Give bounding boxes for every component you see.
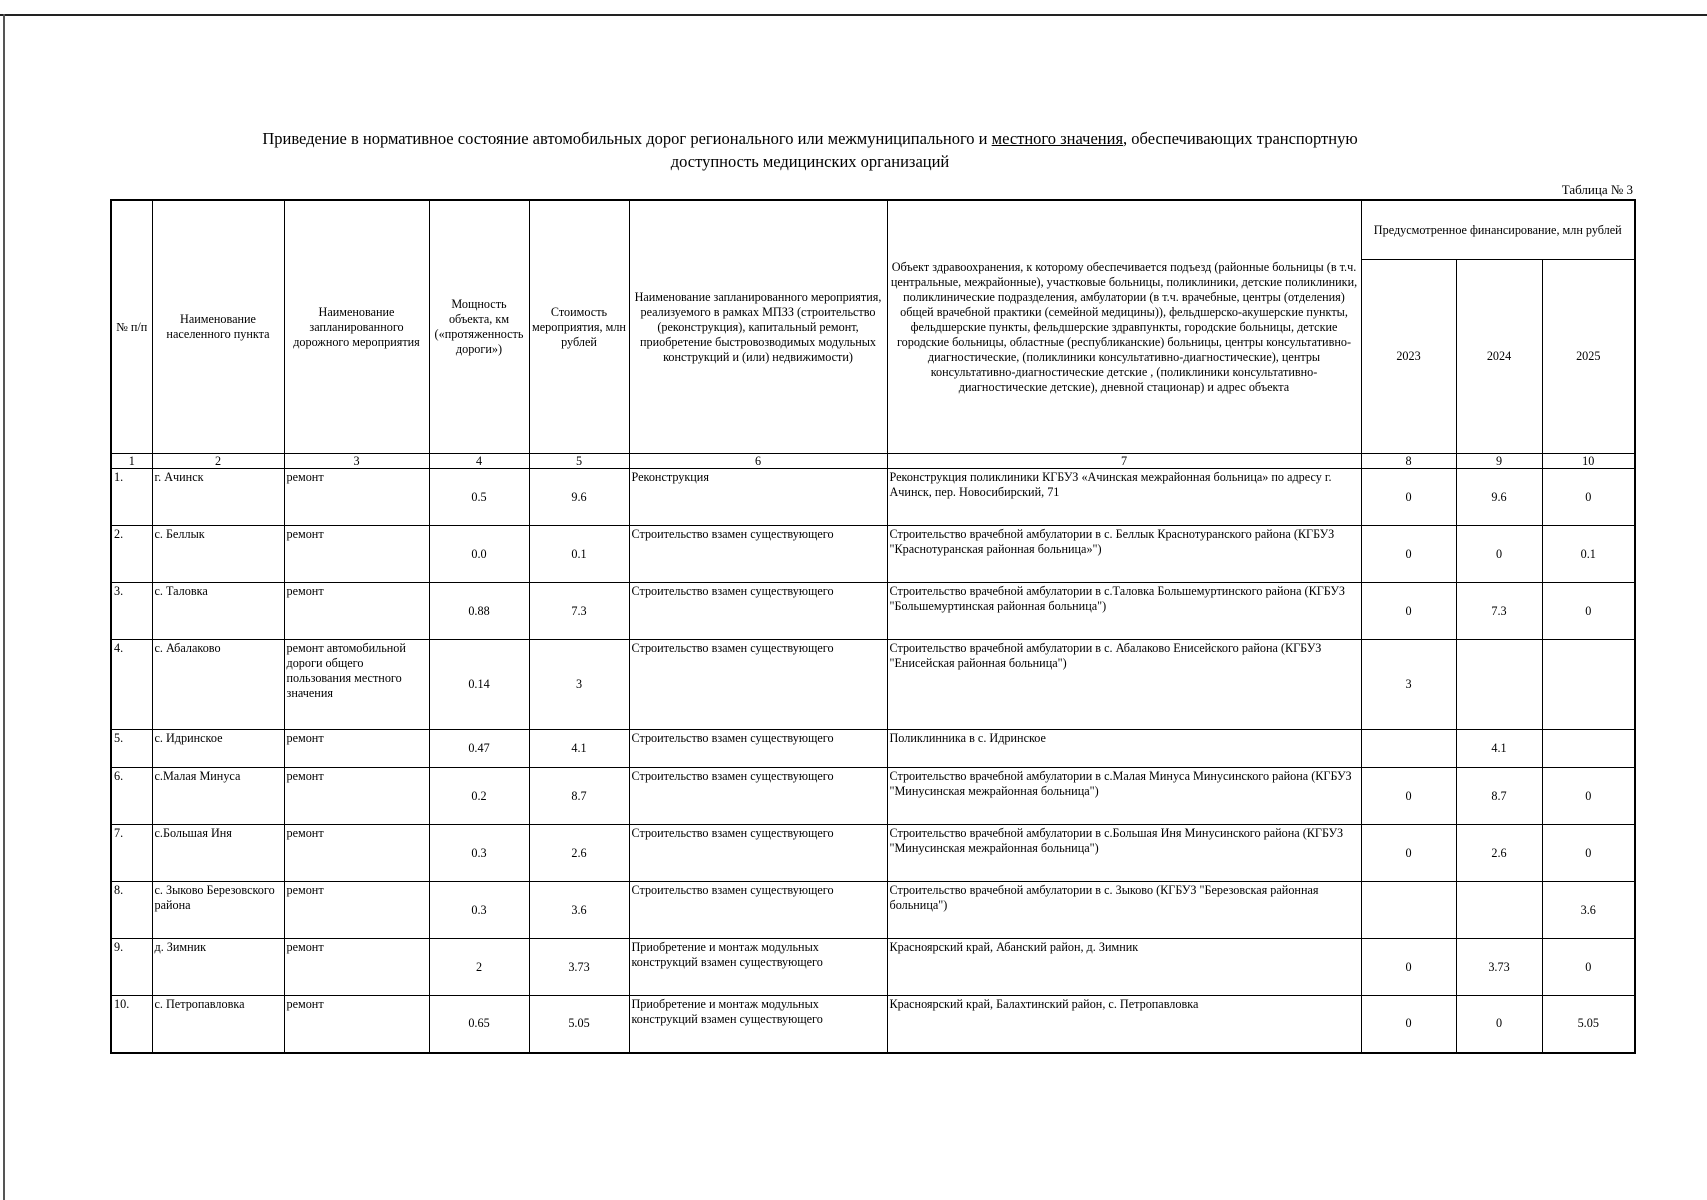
row-cost: 7.3 [529,583,629,640]
row-capacity: 0.5 [429,469,529,526]
row-capacity: 0.3 [429,882,529,939]
row-object: Строительство врачебной амбулатории в с. Абалаково Енисейского района (КГБУЗ "Енисейская районная больница") [887,640,1361,730]
col-number: 5 [529,454,629,469]
table-row [111,526,1635,583]
row-2023: 0 [1361,825,1456,882]
title-part-2: , обеспечивающих транспортную [1123,129,1358,148]
row-capacity: 2 [429,939,529,996]
row-2024: 4.1 [1456,730,1542,768]
row-2024: 0 [1456,996,1542,1053]
col-number: 2 [152,454,284,469]
header-health-object: Объект здравоохранения, к которому обеспечивается подъезд (районные больницы (в т.ч. центральные, межрайонные), участковые больницы, поликлиники, детские поликлиники, поликлинические подразделения, амбулатории (в т.ч. врачебные, центры (отделения) общей врачебной практики (семейной медицины)), фельдшерско-акушерские пункты, фельдшерские пункты, фельдшерские здравпункты, городские больницы, детские городские больницы, областные (республиканские) больницы, центры консультативно-диагностические, (поликлиники консультативно-диагностические), центры консультативно-диагностические детские , (поликлиники консультативно-диагностические детские), дневной стационар) и адрес объекта [887,200,1361,454]
row-2023: 0 [1361,583,1456,640]
row-event: Строительство взамен существующего [629,640,887,730]
table-header [111,200,1635,469]
row-cost: 8.7 [529,768,629,825]
road-works-table [110,199,1636,1054]
row-settlement: с. Таловка [152,583,284,640]
header-financing: Предусмотренное финансирование, млн рублей [1361,200,1635,260]
row-event: Реконструкция [629,469,887,526]
row-settlement: с. Абалаково [152,640,284,730]
row-2025: 0 [1542,583,1635,640]
title-line-2: доступность медицинских организаций [670,152,950,171]
header-year-2023: 2023 [1361,260,1456,454]
row-cost: 4.1 [529,730,629,768]
row-capacity: 0.47 [429,730,529,768]
row-2023: 0 [1361,469,1456,526]
row-settlement: д. Зимник [152,939,284,996]
col-number: 9 [1456,454,1542,469]
row-settlement: г. Ачинск [152,469,284,526]
row-capacity: 0.0 [429,526,529,583]
table-body [111,469,1635,1053]
scan-edge-top [0,14,1707,16]
table-row [111,882,1635,939]
row-object: Реконструкция поликлиники КГБУЗ «Ачинская межрайонная больница» по адресу г. Ачинск, пер. Новосибирский, 71 [887,469,1361,526]
col-number: 7 [887,454,1361,469]
row-settlement: с.Большая Иня [152,825,284,882]
table-row [111,825,1635,882]
row-cost: 3 [529,640,629,730]
header-year-2024: 2024 [1456,260,1542,454]
row-2023: 0 [1361,526,1456,583]
row-2025: 5.05 [1542,996,1635,1053]
col-number: 4 [429,454,529,469]
row-2025: 3.6 [1542,882,1635,939]
row-2023: 0 [1361,996,1456,1053]
row-road-work: ремонт [284,730,429,768]
row-event: Строительство взамен существующего [629,730,887,768]
row-2025: 0 [1542,939,1635,996]
row-number: 1. [111,469,152,526]
header-cost: Стоимость мероприятия, млн рублей [529,200,629,454]
row-2025 [1542,730,1635,768]
row-cost: 0.1 [529,526,629,583]
col-number: 10 [1542,454,1635,469]
row-object: Поликлинника в с. Идринское [887,730,1361,768]
table-row [111,768,1635,825]
row-2024: 2.6 [1456,825,1542,882]
table-row [111,730,1635,768]
row-number: 7. [111,825,152,882]
col-number: 6 [629,454,887,469]
row-2024 [1456,882,1542,939]
row-2023: 0 [1361,939,1456,996]
row-number: 10. [111,996,152,1053]
header-number: № п/п [111,200,152,454]
row-settlement: с. Беллык [152,526,284,583]
row-cost: 3.73 [529,939,629,996]
row-road-work: ремонт автомобильной дороги общего пользования местного значения [284,640,429,730]
title-underlined: местного значения [991,129,1124,148]
row-road-work: ремонт [284,939,429,996]
row-settlement: с. Зыково Березовского района [152,882,284,939]
row-number: 9. [111,939,152,996]
row-2024: 9.6 [1456,469,1542,526]
row-road-work: ремонт [284,825,429,882]
row-capacity: 0.3 [429,825,529,882]
row-2025 [1542,640,1635,730]
col-number: 1 [111,454,152,469]
table-row [111,996,1635,1053]
title-part-1: Приведение в нормативное состояние автомобильных дорог регионального или межмуниципального и [262,129,992,148]
row-settlement: с. Идринское [152,730,284,768]
row-object: Строительство врачебной амбулатории в с. Зыково (КГБУЗ "Березовская районная больница") [887,882,1361,939]
row-road-work: ремонт [284,882,429,939]
row-2024 [1456,640,1542,730]
header-capacity: Мощность объекта, км («протяженность дороги») [429,200,529,454]
row-event: Строительство взамен существующего [629,526,887,583]
row-settlement: с. Петропавловка [152,996,284,1053]
row-object: Строительство врачебной амбулатории в с.Малая Минуса Минусинского района (КГБУЗ "Минусинская межрайонная больница") [887,768,1361,825]
row-object: Строительство врачебной амбулатории в с.Большая Иня Минусинского района (КГБУЗ "Минусинская межрайонная больница") [887,825,1361,882]
header-settlement: Наименование населенного пункта [152,200,284,454]
row-2023: 0 [1361,768,1456,825]
row-road-work: ремонт [284,583,429,640]
row-event: Строительство взамен существующего [629,882,887,939]
row-event: Строительство взамен существующего [629,825,887,882]
row-2024: 3.73 [1456,939,1542,996]
table-row [111,583,1635,640]
row-number: 4. [111,640,152,730]
row-2025: 0 [1542,768,1635,825]
row-capacity: 0.2 [429,768,529,825]
row-road-work: ремонт [284,768,429,825]
row-2023: 3 [1361,640,1456,730]
row-road-work: ремонт [284,996,429,1053]
row-number: 5. [111,730,152,768]
row-event: Строительство взамен существующего [629,768,887,825]
row-settlement: с.Малая Минуса [152,768,284,825]
row-number: 6. [111,768,152,825]
table-number: Таблица № 3 [1561,182,1633,197]
row-event: Строительство взамен существующего [629,583,887,640]
row-2024: 7.3 [1456,583,1542,640]
row-event: Приобретение и монтаж модульных конструкций взамен существующего [629,939,887,996]
row-cost: 5.05 [529,996,629,1053]
column-number-row [111,454,1635,469]
row-object: Красноярский край, Балахтинский район, с. Петропавловка [887,996,1361,1053]
table-row [111,469,1635,526]
row-2025: 0.1 [1542,526,1635,583]
row-2025: 0 [1542,469,1635,526]
row-object: Строительство врачебной амбулатории в с.Таловка Большемуртинского района (КГБУЗ "Большемуртинская районная больница") [887,583,1361,640]
row-cost: 3.6 [529,882,629,939]
header-year-2025: 2025 [1542,260,1635,454]
row-2023 [1361,882,1456,939]
row-event: Приобретение и монтаж модульных конструкций взамен существующего [629,996,887,1053]
row-number: 2. [111,526,152,583]
page-title [150,127,1470,173]
row-cost: 9.6 [529,469,629,526]
col-number: 8 [1361,454,1456,469]
header-mpzz-event: Наименование запланированного мероприятия, реализуемого в рамках МПЗЗ (строительство (реконструкция), капитальный ремонт, приобретение быстровозводимых модульных конструкций и (или) недвижимости) [629,200,887,454]
row-road-work: ремонт [284,469,429,526]
table-row [111,640,1635,730]
col-number: 3 [284,454,429,469]
row-number: 8. [111,882,152,939]
row-2025: 0 [1542,825,1635,882]
row-2023 [1361,730,1456,768]
row-2024: 8.7 [1456,768,1542,825]
row-object: Строительство врачебной амбулатории в с. Беллык Краснотуранского района (КГБУЗ "Краснотуранская районная больница»") [887,526,1361,583]
row-capacity: 0.65 [429,996,529,1053]
row-cost: 2.6 [529,825,629,882]
row-object: Красноярский край, Абанский район, д. Зимник [887,939,1361,996]
scan-edge-left [3,14,5,1200]
header-road-work: Наименование запланированного дорожного мероприятия [284,200,429,454]
row-capacity: 0.14 [429,640,529,730]
row-road-work: ремонт [284,526,429,583]
row-2024: 0 [1456,526,1542,583]
row-number: 3. [111,583,152,640]
table-row [111,939,1635,996]
row-capacity: 0.88 [429,583,529,640]
